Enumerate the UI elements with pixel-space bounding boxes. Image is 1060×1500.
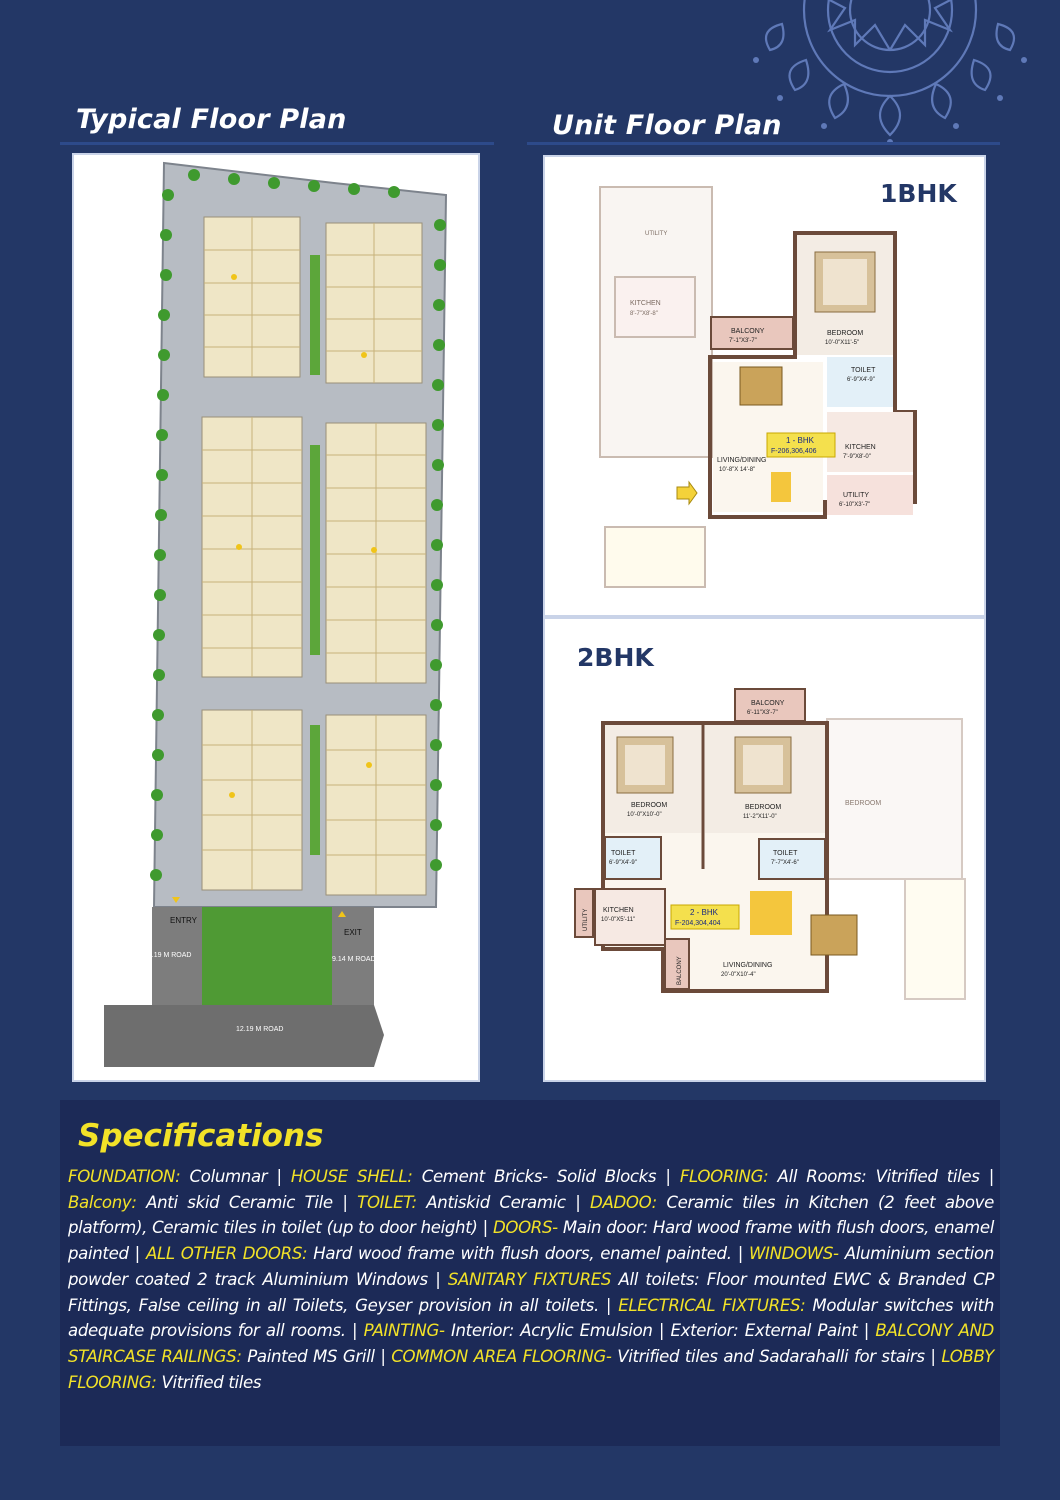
spec-key: COMMON AREA FLOORING-	[391, 1346, 612, 1366]
spec-value: All toilets: Floor mounted EWC & Branded CP Fittings, False ceiling in all Toilets, Geyser provision in all toilets. |	[68, 1269, 995, 1315]
spec-key: DOORS-	[492, 1218, 558, 1238]
spec-key: TOILET:	[357, 1192, 417, 1212]
heading-rule-left	[60, 142, 494, 145]
dim-bedroom-1: 10'-0"X10'-0"	[627, 812, 662, 818]
plan-2bhk-drawing	[545, 619, 984, 1080]
label-utility-adjacent: UTILITY	[645, 231, 668, 237]
specifications-section	[60, 1100, 1000, 1446]
dim-kitchen-adjacent: 8'-7"X8'-8"	[630, 311, 658, 317]
dim-balcony: 7'-1"X3'-7"	[729, 338, 757, 344]
label-balcony-top: BALCONY	[751, 700, 785, 707]
heading-rule-right	[527, 142, 1000, 145]
spec-value: Vitrified tiles and Sadarahalli for stairs |	[611, 1346, 942, 1366]
label-toilet: TOILET	[851, 367, 876, 374]
label-bedroom-2: BEDROOM	[745, 804, 782, 811]
spec-value: Ceramic tiles in Kitchen (2 feet above platform), Ceramic tiles in toilet (up to door height) |	[68, 1192, 994, 1238]
unit-2bhk-heading: 2BHK	[577, 643, 654, 672]
site-plan-drawing	[74, 155, 478, 1080]
spec-value: Hard wood frame with flush doors, enamel painted. |	[307, 1244, 749, 1264]
spec-key: BALCONY AND STAIRCASE RAILINGS:	[68, 1321, 994, 1366]
plan-1bhk-drawing	[545, 157, 984, 615]
spec-key: Balcony:	[68, 1192, 137, 1212]
label-utility-2bhk: UTILITY	[583, 908, 589, 931]
label-bedroom-1: BEDROOM	[631, 802, 668, 809]
unit-floor-plan-heading: Unit Floor Plan	[552, 110, 782, 141]
spec-value: Vitrified tiles	[156, 1372, 262, 1392]
road-label-right: 9.14 M ROAD	[332, 956, 376, 963]
specifications-heading: Specifications	[78, 1118, 324, 1154]
spec-key: FOUNDATION:	[68, 1167, 181, 1186]
spec-value: Columnar |	[180, 1167, 291, 1186]
dim-toilet-2: 7'-7"X4'-6"	[771, 860, 799, 866]
spec-key: WINDOWS-	[749, 1244, 839, 1264]
spec-key: PAINTING-	[363, 1321, 445, 1341]
spec-value: Painted MS Grill |	[241, 1346, 392, 1366]
tag-1bhk-code: F-206,306,406	[771, 448, 817, 455]
exit-label: EXIT	[344, 928, 362, 937]
typical-floor-plan-heading: Typical Floor Plan	[76, 104, 347, 135]
label-living-dining: LIVING/DINING	[717, 457, 767, 464]
mandala-ornament	[740, 0, 1040, 150]
spec-value: Main door: Hard wood frame with flush doors, enamel painted |	[68, 1218, 994, 1264]
label-utility: UTILITY	[843, 492, 870, 499]
dim-bedroom: 10'-0"X11'-5"	[825, 340, 860, 346]
road-label-bottom: 12.19 M ROAD	[236, 1026, 284, 1033]
dim-living-dining: 10'-8"X 14'-8"	[719, 467, 756, 473]
typical-floor-plan-panel	[72, 153, 480, 1082]
spec-key: DADOO:	[590, 1192, 657, 1212]
spec-value: All Rooms: Vitrified tiles |	[768, 1167, 994, 1186]
dim-kitchen-2bhk: 10'-0"X5'-11"	[601, 917, 636, 923]
label-kitchen-2bhk: KITCHEN	[603, 907, 634, 914]
spec-value: Interior: Acrylic Emulsion | Exterior: External Paint |	[444, 1321, 876, 1341]
unit-1bhk-panel	[543, 155, 986, 617]
unit-2bhk-panel	[543, 617, 986, 1082]
spec-key: SANITARY FIXTURES	[447, 1269, 612, 1289]
label-toilet-1: TOILET	[611, 850, 636, 857]
spec-value: Aluminium section powder coated 2 track Aluminium Windows |	[68, 1244, 995, 1289]
spec-key: ELECTRICAL FIXTURES:	[618, 1295, 806, 1315]
dim-toilet: 6'-9"X4'-9"	[847, 377, 875, 383]
dim-living-dining-2bhk: 20'-0"X10'-4"	[721, 972, 756, 978]
dim-balcony-top: 6'-11"X3'-7"	[747, 710, 778, 716]
label-bedroom-faded: BEDROOM	[845, 800, 882, 807]
spec-value: Modular switches with adequate provisions for all rooms. |	[68, 1295, 995, 1341]
spec-key: HOUSE SHELL:	[290, 1167, 413, 1186]
label-bedroom: BEDROOM	[827, 330, 864, 337]
dim-kitchen: 7'-9"X8'-0"	[843, 454, 871, 460]
label-toilet-2: TOILET	[773, 850, 798, 857]
spec-key: FLOORING:	[679, 1167, 769, 1186]
dim-bedroom-2: 11'-2"X11'-0"	[743, 814, 777, 820]
spec-value: Anti skid Ceramic Tile |	[136, 1192, 358, 1212]
spec-key: ALL OTHER DOORS:	[145, 1244, 308, 1264]
entry-label: ENTRY	[170, 916, 197, 925]
spec-value: Antiskid Ceramic |	[416, 1192, 591, 1212]
label-kitchen: KITCHEN	[845, 444, 876, 451]
spec-value: Cement Bricks- Solid Blocks |	[412, 1167, 680, 1186]
label-balcony: BALCONY	[731, 328, 765, 335]
label-living-dining-2bhk: LIVING/DINING	[723, 962, 773, 969]
specifications-text	[68, 1164, 994, 1395]
tag-2bhk-code: F-204,304,404	[675, 920, 721, 927]
dim-utility: 6'-10"X3'-7"	[839, 502, 871, 508]
tag-2bhk-name: 2 - BHK	[690, 908, 719, 917]
road-label-left: 12.19 M ROAD	[144, 952, 192, 959]
dim-toilet-1: 6'-9"X4'-9"	[609, 860, 637, 866]
label-kitchen-adjacent: KITCHEN	[630, 300, 661, 307]
unit-1bhk-heading: 1BHK	[880, 179, 957, 208]
tag-1bhk-name: 1 - BHK	[786, 436, 815, 445]
spec-key: LOBBY FLOORING:	[68, 1346, 994, 1392]
label-balcony-side: BALCONY	[677, 956, 683, 985]
